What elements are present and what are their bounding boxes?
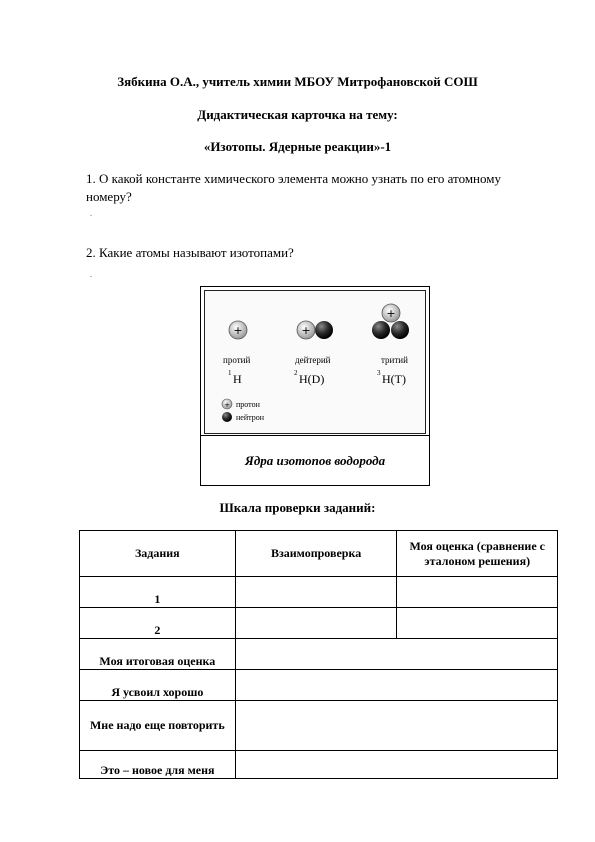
- legend-neutron-label: нейтрон: [236, 413, 264, 422]
- summary-cell[interactable]: [235, 751, 557, 779]
- self-grade-cell[interactable]: [397, 608, 558, 639]
- card-title: Дидактическая карточка на тему:: [197, 107, 398, 122]
- legend-proton-icon: [222, 399, 232, 409]
- deuterium-proton-sign: +: [301, 324, 311, 337]
- assessment-table: [79, 530, 558, 779]
- task-number: 2: [80, 608, 236, 639]
- header-peer-check: Взаимопроверка: [235, 531, 397, 577]
- isotope-figure: [200, 286, 430, 486]
- deuterium-symbol: H(D): [299, 372, 325, 386]
- answer-marker-1: .: [90, 209, 92, 218]
- tritium-label: тритий: [381, 355, 408, 365]
- task-number: 1: [80, 577, 236, 608]
- table-row: [80, 608, 558, 639]
- header-self-grade: Моя оценка (сравнение с эталоном решения): [397, 531, 558, 577]
- summary-label: Я усвоил хорошо: [80, 670, 236, 701]
- table-row: [80, 751, 558, 779]
- summary-cell[interactable]: [235, 639, 557, 670]
- question-2: 2. Какие атомы называют изотопами?: [86, 245, 294, 260]
- hydrogen-nuclei-diagram: [205, 291, 424, 432]
- deuterium-mass-number: 2: [294, 369, 298, 377]
- legend-proton-sign: +: [224, 401, 230, 409]
- tritium-symbol: H(T): [382, 372, 406, 386]
- author-line: Зябкина О.А., учитель химии МБОУ Митрофановской СОШ: [117, 74, 478, 89]
- summary-cell[interactable]: [235, 670, 557, 701]
- tritium-mass-number: 3: [377, 369, 381, 377]
- scale-title: Шкала проверки заданий:: [219, 500, 376, 515]
- tritium-nucleus-icon: [372, 304, 409, 339]
- deuterium-label: дейтерий: [295, 355, 331, 365]
- protium-mass-number: 1: [228, 369, 232, 377]
- table-row: [80, 577, 558, 608]
- peer-check-cell[interactable]: [235, 608, 397, 639]
- topic-title: «Изотопы. Ядерные реакции»-1: [203, 139, 392, 154]
- tritium-proton-sign: +: [386, 307, 396, 320]
- isotope-illustration: [204, 290, 426, 434]
- legend-neutron-icon: [222, 412, 232, 422]
- protium-nucleus-icon: [229, 321, 247, 339]
- legend-proton-label: протон: [236, 400, 260, 409]
- protium-symbol: H: [233, 372, 242, 386]
- table-header-row: [80, 531, 558, 577]
- peer-check-cell[interactable]: [235, 577, 397, 608]
- table-row: [80, 701, 558, 751]
- summary-label: Это – новое для меня: [80, 751, 236, 779]
- summary-label: Мне надо еще повторить: [80, 701, 236, 751]
- deuterium-nucleus-icon: [297, 321, 333, 339]
- table-row: [80, 670, 558, 701]
- summary-cell[interactable]: [235, 701, 557, 751]
- question-1: 1. О какой константе химического элемента можно узнать по его атомному номеру?: [86, 171, 501, 204]
- protium-proton-sign: +: [233, 324, 243, 337]
- figure-caption: Ядра изотопов водорода: [201, 435, 429, 486]
- table-row: [80, 639, 558, 670]
- self-grade-cell[interactable]: [397, 577, 558, 608]
- answer-marker-2: .: [90, 270, 92, 279]
- protium-label: протий: [223, 355, 251, 365]
- header-tasks: Задания: [80, 531, 236, 577]
- summary-label: Моя итоговая оценка: [80, 639, 236, 670]
